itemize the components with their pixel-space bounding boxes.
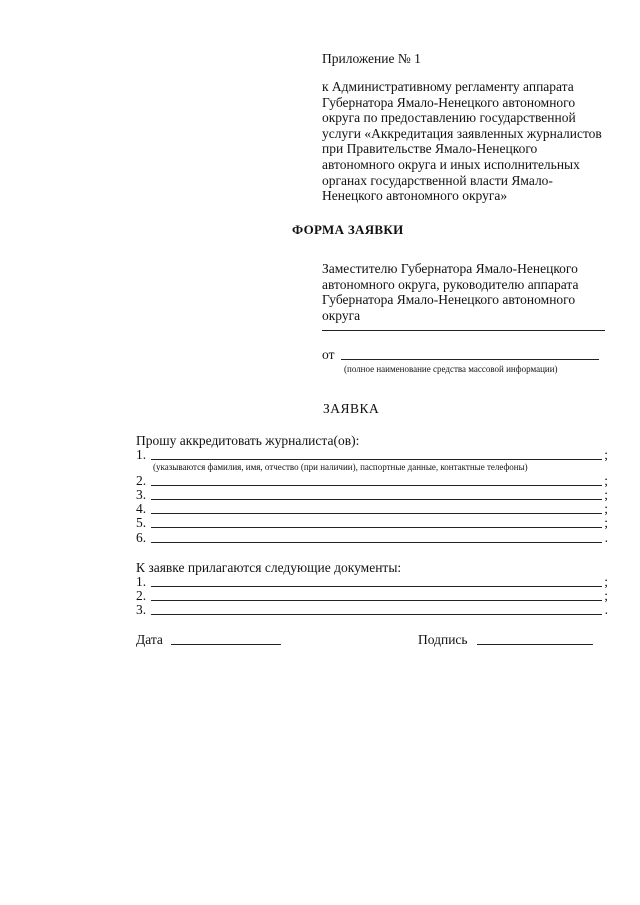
- annex-title: Приложение № 1: [322, 51, 421, 66]
- journalist-row-terminator: ;: [604, 501, 608, 516]
- application-title: ЗАЯВКА: [323, 401, 380, 416]
- document-blank-line[interactable]: [151, 600, 602, 601]
- document-row-number: 2.: [136, 588, 147, 603]
- journalist-row-terminator: ;: [604, 515, 608, 530]
- journalist-row-terminator: ;: [604, 447, 608, 462]
- documents-intro: К заявке прилагаются следующие документы:: [136, 560, 402, 575]
- journalist-blank-line[interactable]: [151, 527, 602, 528]
- document-row-terminator: ;: [604, 574, 608, 589]
- from-label: от: [322, 347, 335, 362]
- signature-label: Подпись: [418, 632, 468, 647]
- addressee-block: Заместителю Губернатора Ямало-Ненецкого автономного округа, руководителю аппарата Губернатора Ямало-Ненецкого автономного округа: [322, 261, 579, 323]
- date-label: Дата: [136, 632, 163, 647]
- journalist-row: [136, 501, 608, 516]
- journalist-row-number: 2.: [136, 473, 147, 488]
- journalist-row-number: 5.: [136, 515, 147, 530]
- annex-reference: к Административному регламенту аппарата Губернатора Ямало-Ненецкого автономного округа по предоставлению государственной услуги «Аккредитация заявленных журналистов при Правительстве Ямало-Ненецкого автономного округа и иных исполнительных органах государственной власти Ямало-Ненецкого автономного округа»: [322, 79, 602, 204]
- journalist-row-terminator: ;: [604, 487, 608, 502]
- date-blank-line[interactable]: [171, 644, 281, 645]
- journalist-row: [136, 473, 608, 488]
- journalist-blank-line[interactable]: [151, 485, 602, 486]
- journalist-blank-line[interactable]: [151, 542, 602, 543]
- form-title: ФОРМА ЗАЯВКИ: [292, 222, 404, 237]
- media-name-caption: (полное наименование средства массовой информации): [344, 364, 558, 374]
- journalist-row: [136, 515, 608, 530]
- document-blank-line[interactable]: [151, 614, 602, 615]
- journalist-row: [136, 530, 608, 545]
- journalist-row-number: 3.: [136, 487, 147, 502]
- document-row-number: 3.: [136, 602, 147, 617]
- media-name-blank-line[interactable]: [341, 359, 599, 360]
- document-row-terminator: .: [604, 602, 608, 617]
- journalist-blank-line[interactable]: [151, 459, 602, 460]
- document-blank-line[interactable]: [151, 586, 602, 587]
- document-row: [136, 574, 608, 589]
- journalist-row-number: 4.: [136, 501, 147, 516]
- document-row: [136, 588, 608, 603]
- journalist-blank-line[interactable]: [151, 499, 602, 500]
- document-row: [136, 602, 608, 617]
- addressee-blank-line[interactable]: [322, 330, 605, 331]
- journalist-row: [136, 447, 608, 462]
- document-row-number: 1.: [136, 574, 147, 589]
- journalist-row-number: 6.: [136, 530, 147, 545]
- document-row-terminator: ;: [604, 588, 608, 603]
- journalist-blank-line[interactable]: [151, 513, 602, 514]
- journalist-row-number: 1.: [136, 447, 147, 462]
- signature-blank-line[interactable]: [477, 644, 593, 645]
- journalist-row: [136, 487, 608, 502]
- journalist-row-terminator: ;: [604, 473, 608, 488]
- journalist-row-terminator: .: [604, 530, 608, 545]
- journalists-caption: (указываются фамилия, имя, отчество (при наличии), паспортные данные, контактные телефоны): [153, 462, 528, 472]
- journalists-intro: Прошу аккредитовать журналиста(ов):: [136, 433, 360, 448]
